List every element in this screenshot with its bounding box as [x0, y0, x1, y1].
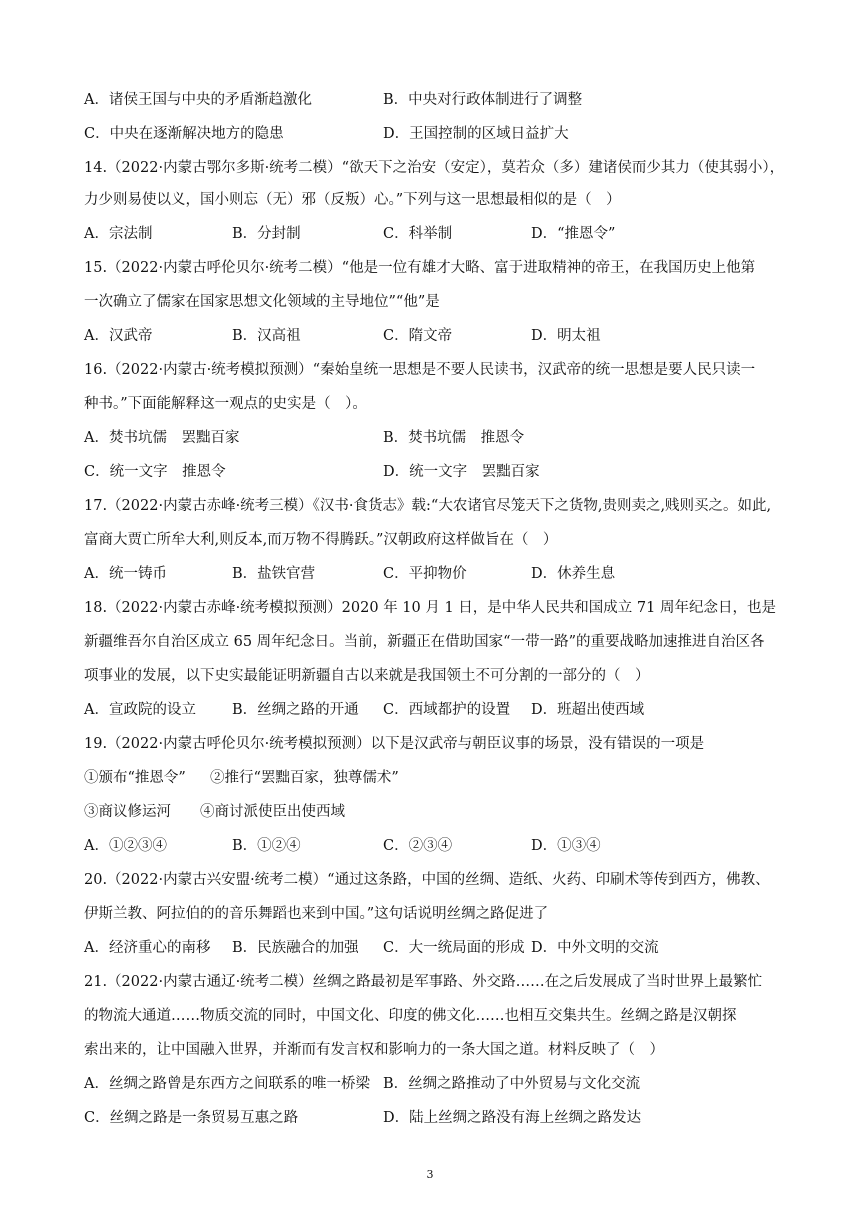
- q14-option-a: A．宗法制: [84, 226, 153, 242]
- q17-option-c: C．平抑物价: [383, 566, 467, 582]
- q15-stem-line-1: 15.（2022·内蒙古呼伦贝尔·统考二模）“他是一位有雄才大略、富于进取精神的帝王，在我国历史上他第: [84, 260, 756, 276]
- q16-option-a: A．焚书坑儒 罢黜百家: [84, 430, 240, 446]
- q19-option-c: C．②③④: [383, 838, 453, 854]
- q20-stem-line-2: 伊斯兰教、阿拉伯的的音乐舞蹈也来到中国。”这句话说明丝绸之路促进了: [84, 906, 549, 922]
- q19-option-d: D．①③④: [531, 838, 601, 854]
- q19-stem-line-1: 19.（2022·内蒙古呼伦贝尔·统考模拟预测）以下是汉武帝与朝臣议事的场景，没有错误的一项是: [84, 736, 705, 752]
- q19-item-4: ④商讨派使臣出使西域: [200, 804, 345, 820]
- q14-stem-line-1: 14.（2022·内蒙古鄂尔多斯·统考二模）“欲天下之治安（安定），莫若众（多）建诸侯而少其力（使其弱小），: [84, 160, 785, 176]
- q15-stem-line-2: 一次确立了儒家在国家思想文化领域的主导地位”“他”是: [84, 294, 440, 310]
- q17-option-b: B．盐铁官营: [232, 566, 316, 582]
- q16-stem-line-1: 16.（2022·内蒙古·统考模拟预测）“秦始皇统一思想是不要人民读书，汉武帝的统一思想是要人民只读一: [84, 362, 756, 378]
- q13-option-c: C．中央在逐渐解决地方的隐患: [84, 126, 284, 142]
- q19-option-b: B．①②④: [232, 838, 301, 854]
- q17-option-a: A．统一铸币: [84, 566, 167, 582]
- q18-option-a: A．宣政院的设立: [84, 702, 196, 718]
- q16-stem-line-2: 种书。”下面能解释这一观点的史实是（ ）。: [84, 396, 367, 412]
- q20-option-b: B．民族融合的加强: [232, 940, 359, 956]
- q17-stem-line-1: 17.（2022·内蒙古赤峰·统考三模）《汉书·食货志》载:“大农诸官尽笼天下之货物,贵则卖之,贱则买之。如此,: [84, 498, 772, 514]
- q20-option-c: C．大一统局面的形成: [383, 940, 525, 956]
- q15-option-c: C．隋文帝: [383, 328, 453, 344]
- q21-option-a: A．丝绸之路曾是东西方之间联系的唯一桥梁: [84, 1076, 370, 1092]
- q18-stem-line-3: 项事业的发展，以下史实最能证明新疆自古以来就是我国领土不可分割的一部分的（ ）: [84, 668, 650, 684]
- q13-option-a: A．诸侯王国与中央的矛盾渐趋激化: [84, 92, 312, 108]
- q18-stem-line-1: 18.（2022·内蒙古赤峰·统考模拟预测）2020 年 10 月 1 日，是中华人民共和国成立 71 周年纪念日，也是: [84, 600, 776, 616]
- q14-option-c: C．科举制: [383, 226, 453, 242]
- q18-option-d: D．班超出使西域: [531, 702, 645, 718]
- q19-item-2: ②推行“罢黜百家，独尊儒术”: [210, 770, 399, 786]
- q17-stem-line-2: 富商大贾亡所牟大利,则反本,而万物不得腾跃。”汉朝政府这样做旨在（ ）: [84, 532, 558, 548]
- q14-option-b: B．分封制: [232, 226, 301, 242]
- q16-option-d: D．统一文字 罢黜百家: [383, 464, 540, 480]
- q16-option-b: B．焚书坑儒 推恩令: [383, 430, 525, 446]
- q18-option-c: C．西域都护的设置: [383, 702, 511, 718]
- q19-option-a: A．①②③④: [84, 838, 167, 854]
- q20-option-d: D．中外文明的交流: [531, 940, 659, 956]
- q20-option-a: A．经济重心的南移: [84, 940, 211, 956]
- q15-option-a: A．汉武帝: [84, 328, 153, 344]
- q19-item-1: ①颁布“推恩令”: [84, 770, 186, 786]
- q18-option-b: B．丝绸之路的开通: [232, 702, 359, 718]
- q20-stem-line-1: 20.（2022·内蒙古兴安盟·统考二模）“通过这条路，中国的丝绸、造纸、火药、印刷术等传到西方，佛教、: [84, 872, 770, 888]
- q21-stem-line-2: 的物流大通道……物质交流的同时，中国文化、印度的佛文化……也相互交集共生。丝绸之路是汉朝探: [84, 1008, 737, 1024]
- q21-option-b: B．丝绸之路推动了中外贸易与文化交流: [383, 1076, 641, 1092]
- q13-option-b: B．中央对行政体制进行了调整: [383, 92, 583, 108]
- q15-option-d: D．明太祖: [531, 328, 601, 344]
- q19-item-3: ③商议修运河: [84, 804, 171, 820]
- q21-option-d: D．陆上丝绸之路没有海上丝绸之路发达: [383, 1110, 642, 1126]
- q15-option-b: B．汉高祖: [232, 328, 301, 344]
- q21-stem-line-1: 21.（2022·内蒙古通辽·统考二模）丝绸之路最初是军事路、外交路……在之后发展成了当时世界上最繁忙: [84, 974, 763, 990]
- q18-stem-line-2: 新疆维吾尔自治区成立 65 周年纪念日。当前，新疆正在借助国家“一带一路”的重要战略加速推进自治区各: [84, 634, 765, 650]
- q14-stem-line-2: 力少则易使以义，国小则忘（无）邪（反叛）心。”下列与这一思想最相似的是（ ）: [84, 192, 621, 208]
- page-number: 3: [426, 1168, 434, 1181]
- q14-option-d: D．“推恩令”: [531, 226, 616, 242]
- q17-option-d: D．休养生息: [531, 566, 616, 582]
- q21-option-c: C．丝绸之路是一条贸易互惠之路: [84, 1110, 299, 1126]
- q16-option-c: C．统一文字 推恩令: [84, 464, 226, 480]
- q21-stem-line-3: 索出来的，让中国融入世界，并渐而有发言权和影响力的一条大国之道。材料反映了（ ）: [84, 1042, 664, 1058]
- q13-option-d: D．王国控制的区域日益扩大: [383, 126, 569, 142]
